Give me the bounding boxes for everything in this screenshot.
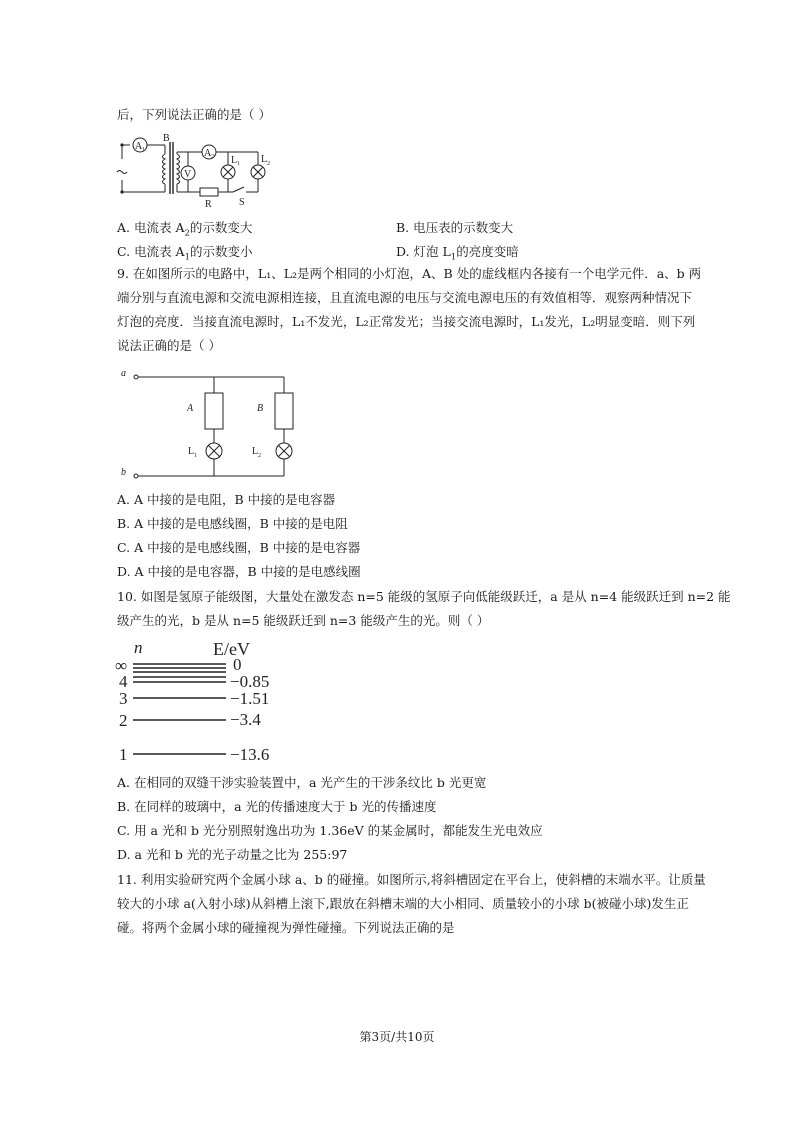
q9-parallel-circuit-figure bbox=[117, 364, 307, 484]
level-n-3: 3 bbox=[119, 689, 128, 708]
q9-option-d[interactable]: D. A 中接的是电容器，B 中接的是电感线圈 bbox=[117, 564, 361, 579]
q10-option-c[interactable]: C. 用 a 光和 b 光分别照射逸出功为 1.36eV 的某金属时，都能发生光电效应 bbox=[117, 823, 543, 838]
level-e-1: −13.6 bbox=[230, 745, 270, 764]
q10-option-b[interactable]: B. 在同样的玻璃中，a 光的传播速度大于 b 光的传播速度 bbox=[117, 799, 437, 814]
q9-stem-line-2: 端分别与直流电源和交流电源相连接，且直流电源的电压与交流电源电压的有效值相等．观察两种情况下 bbox=[117, 290, 693, 305]
q9-stem-line-4: 说法正确的是（ ） bbox=[117, 338, 221, 353]
level-n-infinity: ∞ bbox=[115, 656, 128, 675]
q11-stem-line-2: 较大的小球 a(入射小球)从斜槽上滚下,跟放在斜槽末端的大小相同、质量较小的小球 b(被碰小球)发生正 bbox=[117, 896, 689, 911]
q8-option-b[interactable]: B. 电压表的示数变大 bbox=[396, 220, 514, 235]
svg-text:1: 1 bbox=[237, 161, 240, 167]
svg-text:1: 1 bbox=[194, 453, 197, 459]
q9-option-b[interactable]: B. A 中接的是电感线圈，B 中接的是电阻 bbox=[117, 516, 348, 531]
q10-energy-level-diagram bbox=[113, 638, 293, 768]
q9-box-a-label: A bbox=[187, 403, 194, 414]
level-n-1: 1 bbox=[119, 745, 128, 764]
q8-transformer-circuit-figure bbox=[113, 132, 283, 210]
q8-option-a[interactable]: A. 电流表 $A_2$的示数变大 bbox=[117, 220, 253, 239]
level-e-2: −3.4 bbox=[230, 710, 261, 729]
level-e-infinity: 0 bbox=[233, 655, 242, 674]
q10-option-a[interactable]: A. 在相同的双缝干涉实验装置中，a 光产生的干涉条纹比 b 光更宽 bbox=[117, 775, 487, 790]
q9-stem-line-1: 9. 在如图所示的电路中，L₁、L₂是两个相同的小灯泡，A、B 处的虚线框内各接有一个电学元件．a、b 两 bbox=[117, 266, 702, 281]
svg-text:1: 1 bbox=[142, 147, 145, 153]
q8-ammeter-a2-label: A bbox=[204, 148, 212, 159]
q9-lamp-l2-label: L bbox=[252, 446, 259, 457]
q8-lamp-l1-label: L bbox=[231, 155, 238, 166]
q9-option-a[interactable]: A. A 中接的是电阻，B 中接的是电容器 bbox=[117, 492, 336, 507]
q8-option-c[interactable]: C. 电流表 $A_1$的示数变小 bbox=[117, 244, 253, 263]
page-footer: 第3页/共10页 bbox=[359, 1030, 435, 1044]
svg-text:2: 2 bbox=[267, 161, 270, 167]
q9-terminal-a-label: a bbox=[121, 368, 126, 379]
q11-stem-line-3: 碰。将两个金属小球的碰撞视为弹性碰撞。下列说法正确的是 bbox=[117, 920, 455, 935]
svg-text:2: 2 bbox=[258, 453, 261, 459]
level-n-2: 2 bbox=[119, 711, 128, 730]
level-header-energy: E/eV bbox=[213, 639, 250, 659]
q9-stem-line-3: 灯泡的亮度．当接直流电源时，L₁不发光，L₂正常发光；当接交流电源时，L₁发光，L₂明显变暗．则下列 bbox=[117, 314, 696, 329]
level-e-4: −0.85 bbox=[230, 672, 270, 691]
svg-text:2: 2 bbox=[211, 154, 214, 160]
q8-switch-label: S bbox=[239, 197, 245, 208]
q9-box-b-label: B bbox=[257, 403, 264, 414]
q8-option-d[interactable]: D. 灯泡 $L_1$的亮度变暗 bbox=[396, 244, 519, 263]
level-e-3: −1.51 bbox=[230, 689, 270, 708]
level-header-n: n bbox=[134, 638, 143, 657]
q9-terminal-b-label: b bbox=[121, 467, 126, 478]
q10-stem-line-2: 级产生的光，b 是从 n=5 能级跃迁到 n=3 能级产生的光。则（ ） bbox=[117, 613, 490, 628]
q8-resistor-label: R bbox=[205, 199, 212, 210]
q8-lamp-l2-label: L bbox=[261, 154, 268, 165]
q8-voltmeter-label: V bbox=[184, 169, 192, 180]
q9-option-c[interactable]: C. A 中接的是电感线圈，B 中接的是电容器 bbox=[117, 540, 361, 555]
q11-stem-line-1: 11. 利用实验研究两个金属小球 a、b 的碰撞。如图所示,将斜槽固定在平台上，使斜槽的末端水平。让质量 bbox=[117, 872, 706, 887]
q8-transformer-label: B bbox=[163, 133, 170, 144]
q10-stem-line-1: 10. 如图是氢原子能级图，大量处在激发态 n=5 能级的氢原子向低能级跃迁，a 是从 n=4 能级跃迁到 n=2 能 bbox=[117, 589, 731, 604]
q8-ammeter-a1-label: A bbox=[135, 141, 143, 152]
q9-lamp-l1-label: L bbox=[188, 446, 195, 457]
q10-option-d[interactable]: D. a 光和 b 光的光子动量之比为 255:97 bbox=[117, 847, 348, 862]
q8-stem-tail: 后，下列说法正确的是（ ） bbox=[117, 107, 271, 122]
level-n-4: 4 bbox=[119, 672, 128, 691]
